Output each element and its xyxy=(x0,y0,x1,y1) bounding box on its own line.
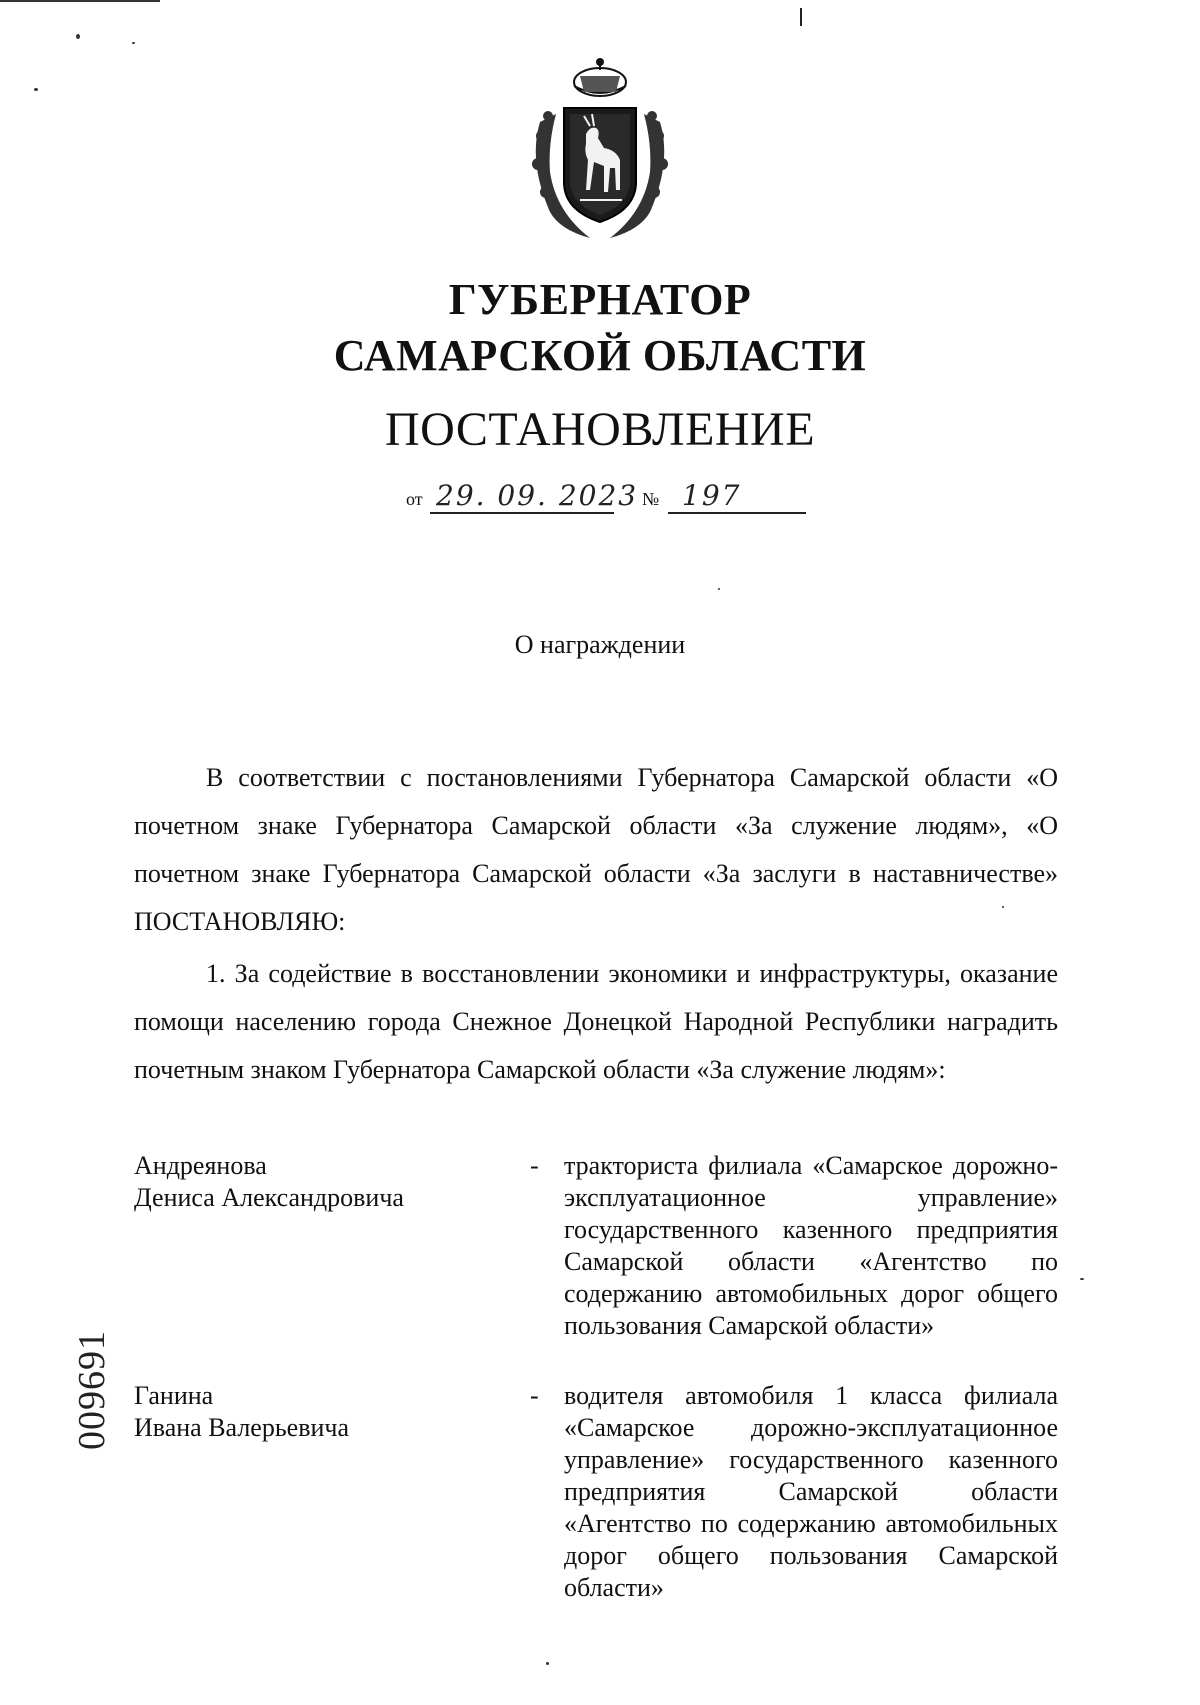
number-value: 197 xyxy=(682,479,742,512)
awardee-name xyxy=(134,1380,534,1444)
date-value: 29. 09. 2023 xyxy=(436,479,639,512)
scan-speck xyxy=(718,588,720,590)
awardee-position: тракториста филиала «Самарское дорожно-эксплуатационное управление» государственного казенного предприятия Самарской области «Агентство по содержанию автомобильных дорог общего пользования Самарской области» xyxy=(564,1151,1058,1340)
scan-artifact-line xyxy=(0,0,160,2)
number-label: № xyxy=(642,489,660,509)
item-1-paragraph: 1. За содействие в восстановлении экономики и инфраструктуры, оказание помощи населению города Снежное Донецкой Народной Республики наградить почетным знаком Губернатора Самарской области «За служение людям»: xyxy=(134,959,1058,1084)
awardee-given-name: Ивана Валерьевича xyxy=(134,1413,350,1442)
awardee-dash: - xyxy=(530,1151,539,1180)
scan-speck xyxy=(132,42,135,44)
scan-speck xyxy=(34,88,38,91)
scan-speck xyxy=(1080,1278,1084,1280)
awardee-dash: - xyxy=(530,1381,539,1410)
document-subject: О награждении xyxy=(514,630,686,659)
number-underline xyxy=(668,512,806,514)
document-type: ПОСТАНОВЛЕНИЕ xyxy=(384,403,816,456)
awardee-surname: Ганина xyxy=(134,1381,214,1410)
scan-speck xyxy=(76,34,80,39)
intro-paragraph: В соответствии с постановлениями Губернатора Самарской области «О почетном знаке Губернатора Самарской области «За служение людям», «О почетном знаке Губернатора Самарской области «За заслуги в наставничестве» ПОСТАНОВЛЯЮ: xyxy=(134,763,1058,936)
awardee-name xyxy=(134,1150,534,1214)
issuer-title-line2: САМАРСКОЙ ОБЛАСТИ xyxy=(333,331,867,380)
date-number-line xyxy=(406,478,806,514)
scan-artifact-tick xyxy=(800,8,802,26)
date-label: от xyxy=(406,489,423,509)
coat-of-arms-icon xyxy=(520,52,680,242)
date-underline xyxy=(430,512,614,514)
scan-speck xyxy=(546,1662,549,1665)
issuer-title xyxy=(0,272,1200,384)
issuer-title-line1: ГУБЕРНАТОР xyxy=(448,275,752,324)
form-serial-number: 009691 xyxy=(71,1330,113,1450)
awardee-given-name: Дениса Александровича xyxy=(134,1183,404,1212)
awardee-surname: Андреянова xyxy=(134,1151,267,1180)
awardee-position: водителя автомобиля 1 класса филиала «Самарское дорожно-эксплуатационное управление» государственного казенного предприятия Самарской области «Агентство по содержанию автомобильных дорог общего пользования Самарской области» xyxy=(564,1381,1058,1602)
